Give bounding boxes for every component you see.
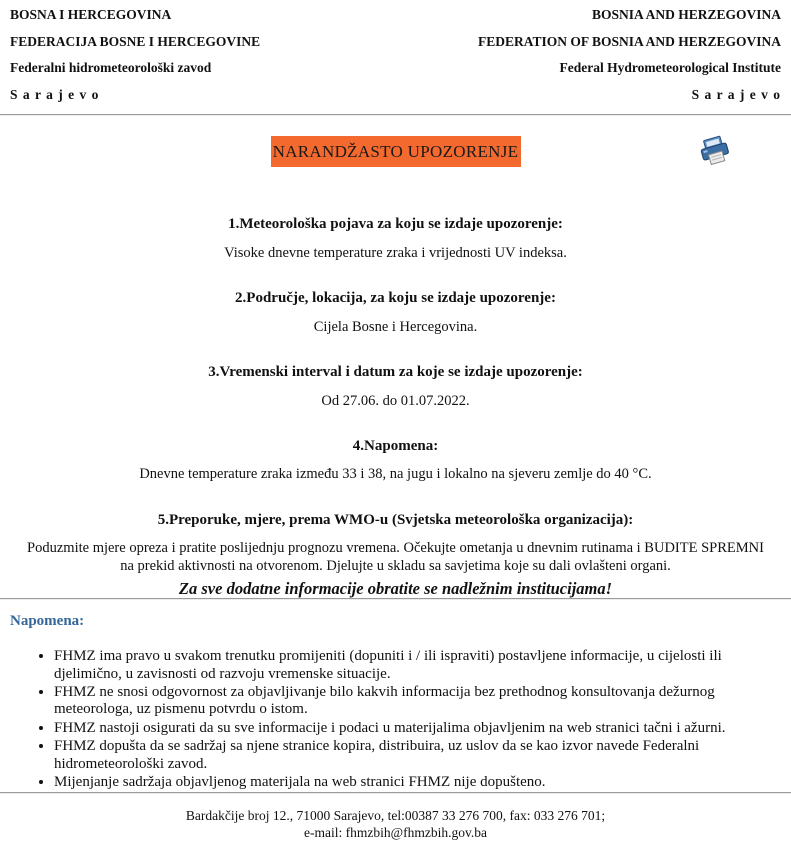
section-recommendations-heading: 5.Preporuke, mjere, prema WMO-u (Svjetska meteorološka organizacija):	[157, 511, 634, 528]
city-name-en: S a r a j e v o	[691, 86, 781, 102]
city-name-bs: S a r a j e v o	[10, 86, 100, 102]
printer-icon[interactable]	[697, 134, 733, 170]
footer	[0, 808, 791, 856]
footer-address: Bardakčije broj 12., 71000 Sarajevo, tel:00387 33 276 700, fax: 033 276 701;	[185, 808, 606, 824]
header-divider	[0, 114, 791, 116]
section-recommendations-body: Poduzmite mjere opreza i pratite poslijednju prognozu vremena. Očekujte ometanja u dnevnim rutinama i BUDITE SPREMNI na prekid aktivnosti na otvorenom. Djelujte u skladu sa savjetima koje su dali ovlašteni organi.	[27, 540, 764, 575]
footer-email: e-mail: fhmzbih@fhmzbih.gov.ba	[304, 824, 487, 840]
institution-header	[0, 0, 791, 114]
section-remark-body: Dnevne temperature zraka između 33 i 38, na jugu i lokalno na sjeveru zemlje do 40 °C.	[139, 466, 652, 483]
section-remark-heading: 4.Napomena:	[352, 437, 439, 454]
section-area-heading: 2.Područje, lokacija, za koju se izdaje upozorenje:	[235, 289, 556, 306]
content-divider	[0, 598, 791, 600]
section-phenomenon	[12, 215, 779, 262]
institute-name-en: Federal Hydrometeorological Institute	[559, 60, 781, 75]
section-phenomenon-body: Visoke dnevne temperature zraka i vrijednosti UV indeksa.	[224, 244, 567, 261]
country-name-en: BOSNIA AND HERZEGOVINA	[591, 7, 781, 22]
institute-name-bs: Federalni hidrometeorološki zavod	[10, 60, 212, 75]
notes-section	[0, 613, 791, 791]
section-remark	[12, 437, 779, 484]
section-phenomenon-heading: 1.Meteorološka pojava za koju se izdaje upozorenje:	[228, 216, 563, 232]
notes-title: Napomena:	[10, 613, 85, 630]
note-item-2: • FHMZ ne snosi odgovornost za objavljivanje bilo kakvih informacija bez prethodnog konsultovanja dežurnog meteorologa, uz pismenu potvrdu o istom.	[54, 684, 773, 719]
notes-list	[10, 648, 781, 791]
federation-name-en: FEDERATION OF BOSNIA AND HERZEGOVINA	[477, 33, 781, 49]
section-interval-heading: 3.Vremenski interval i datum za koje se izdaje upozorenje:	[208, 363, 583, 380]
section-area-body: Cijela Bosne i Hercegovina.	[313, 318, 478, 335]
note-item-3: • FHMZ nastoji osigurati da su sve informacije i podaci u materijalima objavljenim na web stranici tačni i ažurni.	[54, 720, 773, 737]
warning-banner-row	[0, 136, 791, 188]
section-interval	[12, 363, 779, 410]
section-interval-body: Od 27.06. do 01.07.2022.	[321, 392, 470, 409]
institution-header-english	[478, 8, 781, 114]
section-recommendations	[12, 511, 779, 576]
note-item-5: • Mijenjanje sadržaja objavljenog materijala na web stranici FHMZ nije dopušteno.	[54, 774, 773, 791]
country-name-bs: BOSNA I HERCEGOVINA	[10, 7, 172, 22]
institution-header-bosnian	[10, 8, 260, 114]
section-area	[12, 289, 779, 336]
federation-name-bs: FEDERACIJA BOSNE I HERCEGOVINE	[10, 33, 261, 49]
footer-divider	[0, 792, 791, 794]
note-item-1: • FHMZ ima pravo u svakom trenutku promijeniti (dopuniti i / ili ispraviti) postavljene informacije, u cijelosti ili djelimično, u zavisnosti od razvoju vremenske situacije.	[54, 648, 773, 683]
warning-sections	[0, 215, 791, 598]
warning-badge[interactable]: NARANDŽASTO UPOZORENJE	[271, 136, 521, 167]
note-item-4: • FHMZ dopušta da se sadržaj sa njene stranice kopira, distribuira, uz uslov da se kao izvor navede Federalni hidrometeorološki zavod.	[54, 738, 773, 773]
additional-info-notice: Za sve dodatne informacije obratite se nadležnim institucijama!	[178, 578, 613, 598]
